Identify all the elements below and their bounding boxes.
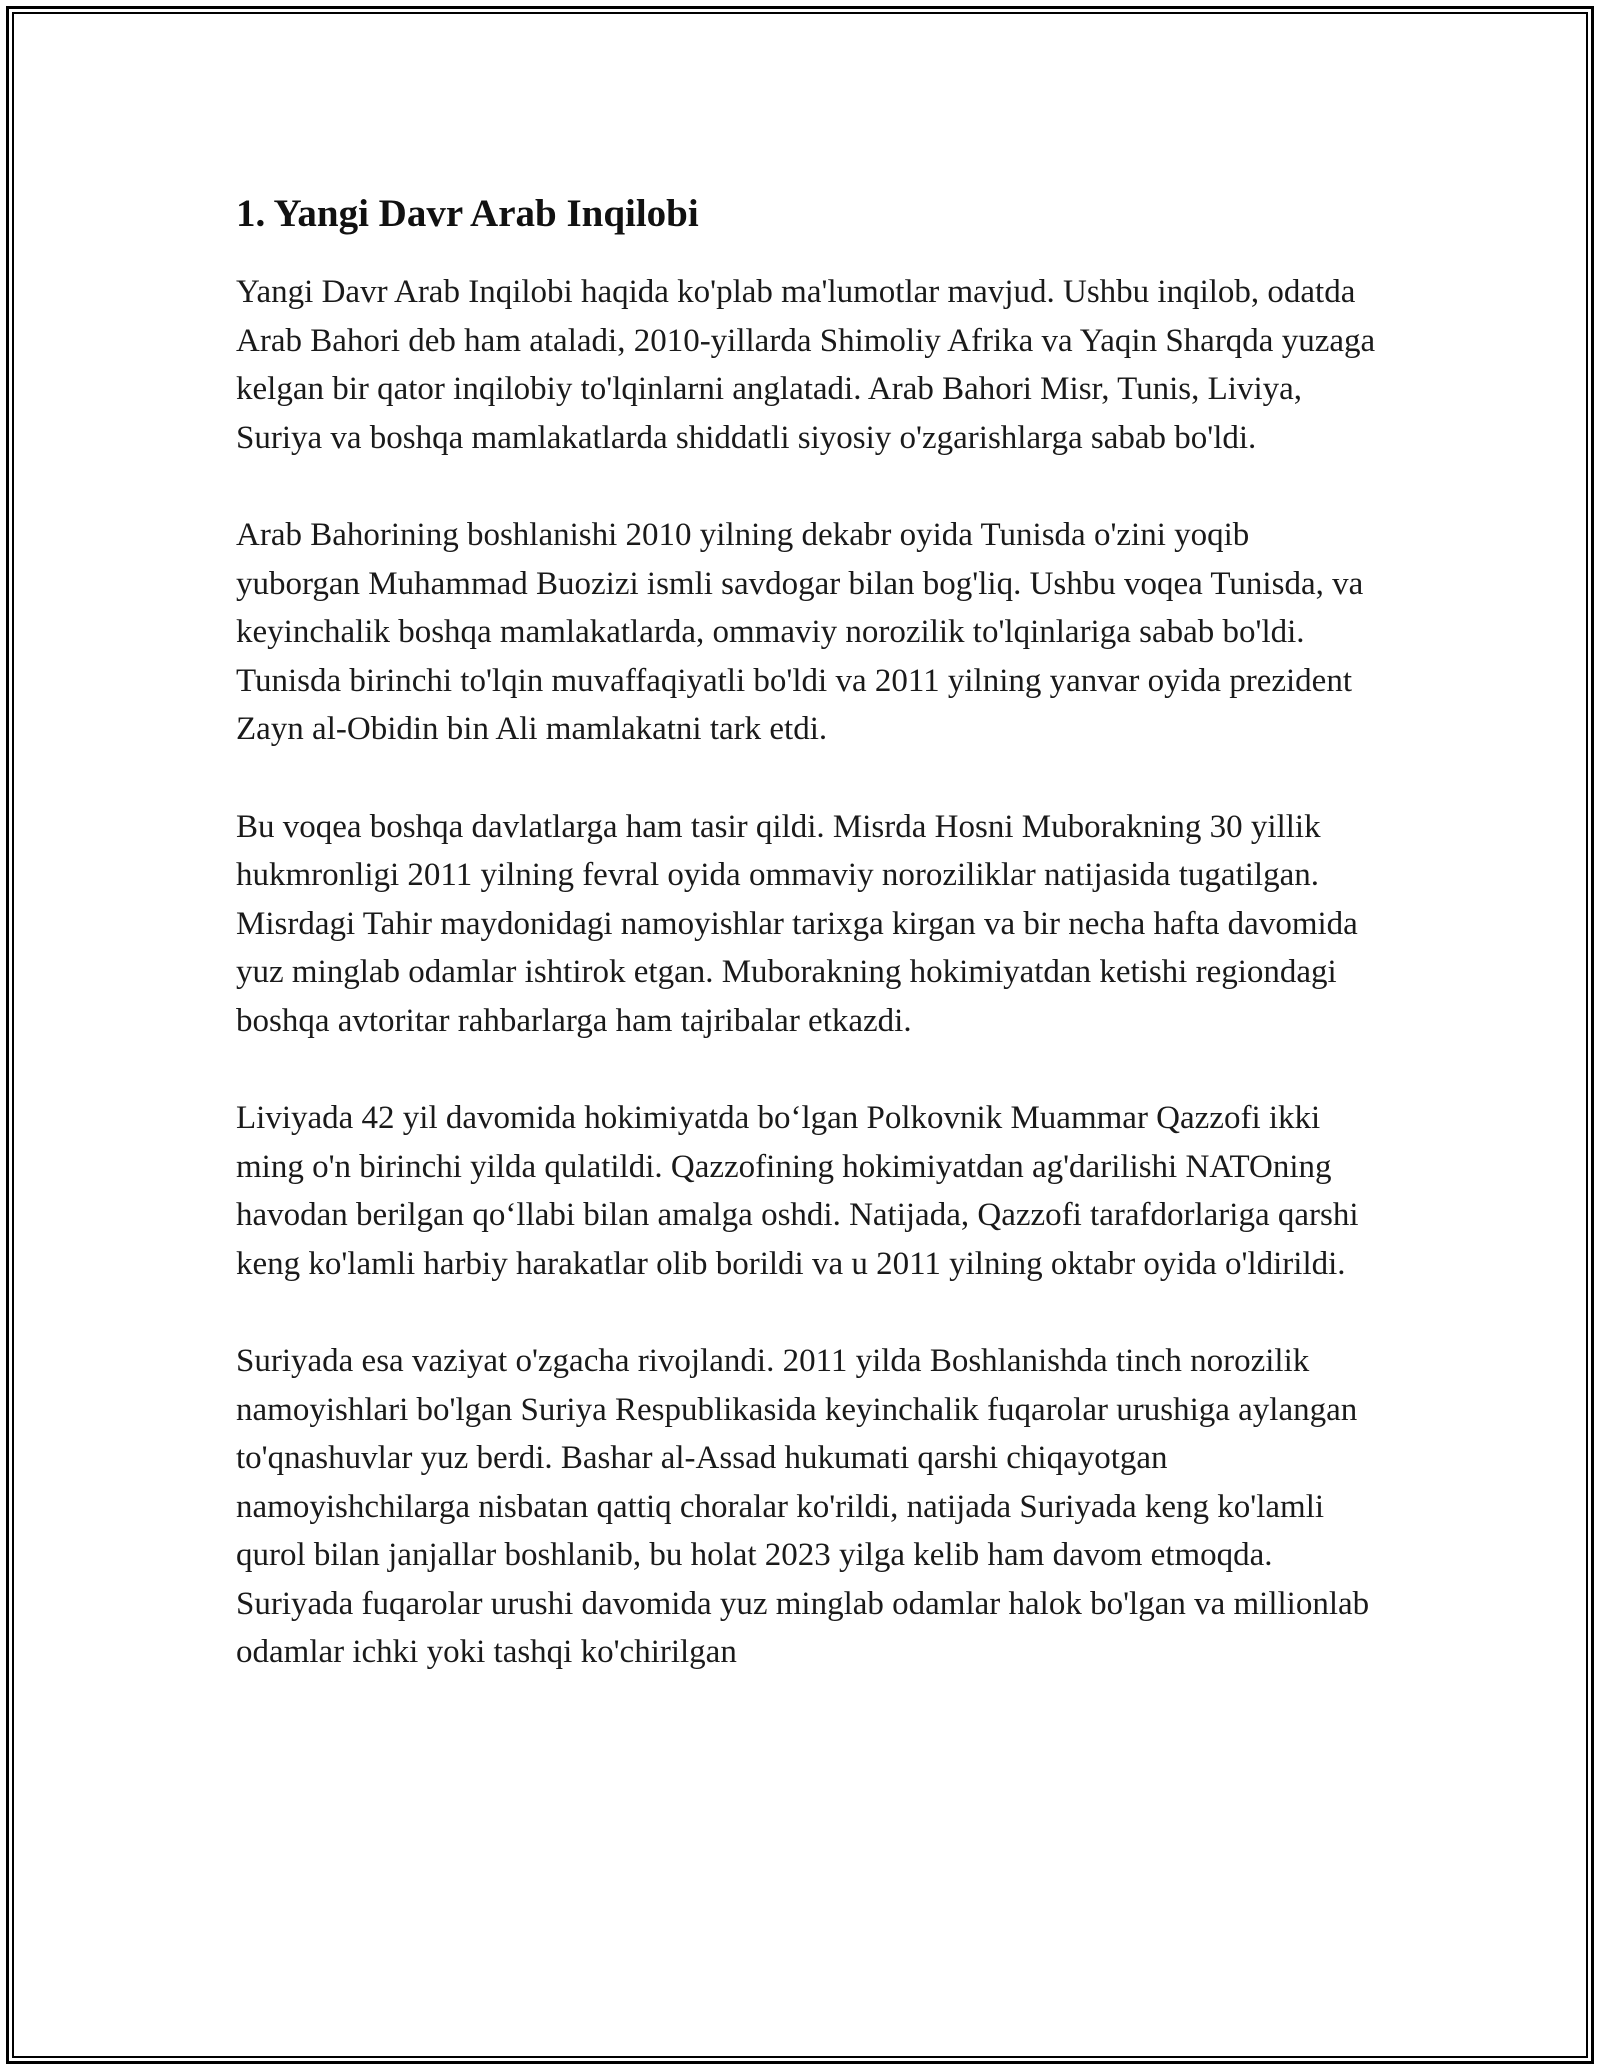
paragraph-4: Liviyada 42 yil davomida hokimiyatda bo‘lgan Polkovnik Muammar Qazzofi ikki ming o'n birinchi yilda qulatildi. Qazzofining hokimiyatdan ag'darilishi NATOning havodan berilgan qo‘llabi bilan amalga oshdi. Natijada, Qazzofi tarafdorlariga qarshi keng ko'lamli harbiy harakatlar olib borildi va u 2011 yilning oktabr oyida o'ldirildi. [236,1100,1359,1282]
paragraph-1: Yangi Davr Arab Inqilobi haqida ko'plab ma'lumotlar mavjud. Ushbu inqilob, odatda Arab Bahori deb ham ataladi, 2010-yillarda Shimoliy Afrika va Yaqin Sharqda yuzaga kelgan bir qator inqilobiy to'lqinlarni anglatadi. Arab Bahori Misr, Tunis, Liviya, Suriya va boshqa mamlakatlarda shiddatli siyosiy o'zgarishlarga sabab bo'ldi. [236,274,1376,456]
paragraph-5: Suriyada esa vaziyat o'zgacha rivojlandi. 2011 yilda Boshlanishda tinch norozilik namoyishlari bo'lgan Suriya Respublikasida keyinchalik fuqarolar urushiga aylangan to'qnashuvlar yuz berdi. Bashar al-Assad hukumati qarshi chiqayotgan namoyishchilarga nisbatan qattiq choralar ko'rildi, natijada Suriyada keng ko'lamli qurol bilan janjallar boshlanib, bu holat 2023 yilga kelib ham davom etmoqda. Suriyada fuqarolar urushi davomida yuz minglab odamlar halok bo'lgan va millionlab odamlar ichki yoki tashqi ko'chirilgan [236,1343,1370,1670]
document-body [236,186,1376,1726]
section-heading: 1. Yangi Davr Arab Inqilobi [236,192,699,235]
paragraph-2: Arab Bahorining boshlanishi 2010 yilning dekabr oyida Tunisda o'zini yoqib yuborgan Muhammad Buozizi ismli savdogar bilan bog'liq. Ushbu voqea Tunisda, va keyinchalik boshqa mamlakatlarda, ommaviy norozilik to'lqinlariga sabab bo'ldi. Tunisda birinchi to'lqin muvaffaqiyatli bo'ldi va 2011 yilning yanvar oyida prezident Zayn al-Obidin bin Ali mamlakatni tark etdi. [236,517,1364,747]
paragraph-3: Bu voqea boshqa davlatlarga ham tasir qildi. Misrda Hosni Muborakning 30 yillik hukmronligi 2011 yilning fevral oyida ommaviy noroziliklar natijasida tugatilgan. Misrdagi Tahir maydonidagi namoyishlar tarixga kirgan va bir necha hafta davomida yuz minglab odamlar ishtirok etgan. Muborakning hokimiyatdan ketishi regiondagi boshqa avtoritar rahbarlarga ham tajribalar etkazdi. [236,808,1358,1039]
